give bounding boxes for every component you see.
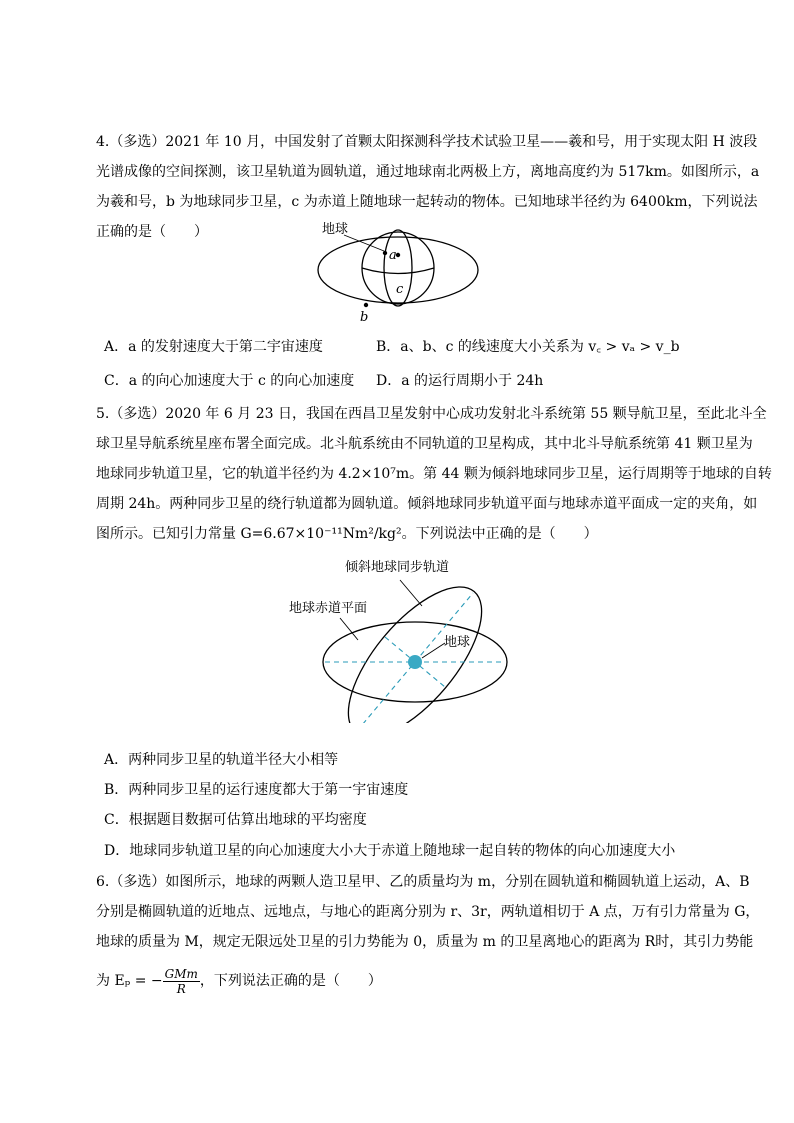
label-b: b [360, 310, 369, 325]
point-a [383, 251, 387, 255]
label-a: a [389, 248, 397, 263]
q5-line-5: 图所示。已知引力常量 G=6.67×10⁻¹¹Nm²/kg²。下列说法中正确的是（ ） [96, 526, 598, 542]
inclined-label-arrow [400, 580, 422, 606]
q6-formula-suffix: ，下列说法正确的是（ ） [199, 973, 382, 989]
earth-label-arrow [422, 643, 445, 658]
fraction-denominator: R [176, 981, 186, 996]
fraction-numerator: GMm [164, 966, 198, 981]
q4-line-3: 为羲和号，b 为地球同步卫星，c 为赤道上随地球一起转动的物体。已知地球半径约为 6400km，下列说法 [96, 194, 758, 210]
q5-option-d[interactable]: D．地球同步轨道卫星的向心加速度大小大于赤道上随地球一起自转的物体的向心加速度大小 [104, 843, 676, 859]
q4-option-d[interactable]: D．a 的运行周期小于 24h [376, 373, 544, 389]
q6-line-4 [96, 966, 382, 996]
earth-equator-arc [362, 268, 434, 274]
equator-plane-label: 地球赤道平面 [289, 601, 368, 616]
q6-line-2: 分别是椭圆轨道的近地点、远地点，与地心的距离分别为 r、3r，两轨道相切于 A 点，万有引力常量为 G， [96, 904, 760, 920]
q4-line-1: 4.（多选）2021 年 10 月，中国发射了首颗太阳探测科学技术试验卫星——羲和号，用于实现太阳 H 波段 [96, 134, 758, 150]
point-b [364, 303, 368, 307]
q4-option-b[interactable]: B．a、b、c 的线速度大小关系为 v꜀ > vₐ > v_b [376, 339, 680, 355]
q5-line-4: 周期 24h。两种同步卫星的绕行轨道都为圆轨道。倾斜地球同步轨道平面与地球赤道平面成一定的夹角，如 [96, 496, 758, 512]
q5-line-1: 5.（多选）2020 年 6 月 23 日，我国在西昌卫星发射中心成功发射北斗系统第 55 颗导航卫星，至此北斗全 [96, 406, 767, 422]
q5-line-3: 地球同步轨道卫星，它的轨道半径约为 4.2×10⁷m。第 44 颗为倾斜地球同步卫星，运行周期等于地球的自转 [96, 466, 772, 482]
earth-label: 地球 [322, 222, 349, 237]
q6-line-1: 6.（多选）如图所示，地球的两颗人造卫星甲、乙的质量均为 m，分别在圆轨道和椭圆轨道上运动，A、B [96, 874, 750, 890]
q5-option-c[interactable]: C．根据题目数据可估算出地球的平均密度 [104, 812, 367, 828]
q5-line-2: 球卫星导航系统星座布署全面完成。北斗航系统由不同轨道的卫星构成，其中北斗导航系统第 41 颗卫星为 [96, 436, 753, 452]
q5-option-a[interactable]: A．两种同步卫星的轨道半径大小相等 [104, 752, 339, 768]
q4-line-2: 光谱成像的空间探测，该卫星轨道为圆轨道，通过地球南北两极上方，离地高度约为 517km。如图所示，a [96, 164, 760, 180]
inclined-orbit-label: 倾斜地球同步轨道 [345, 560, 450, 575]
q4-option-a[interactable]: A．a 的发射速度大于第二宇宙速度 [104, 339, 323, 355]
q5-option-b[interactable]: B．两种同步卫星的运行速度都大于第一宇宙速度 [104, 782, 409, 798]
inclined-orbit-ellipse [325, 566, 505, 723]
q4-figure [300, 215, 500, 330]
potential-energy-fraction [163, 967, 200, 996]
earth-globe [408, 655, 422, 669]
q5-figure [280, 558, 530, 723]
label-c: c [396, 282, 404, 297]
q4-line-4: 正确的是（ ） [96, 224, 208, 240]
q4-option-c[interactable]: C．a 的向心加速度大于 c 的向心加速度 [104, 373, 355, 389]
q6-formula-prefix: 为 Eₚ = − [96, 973, 163, 989]
q5-earth-label: 地球 [444, 635, 471, 650]
q6-line-3: 地球的质量为 M，规定无限远处卫星的引力势能为 0，质量为 m 的卫星离地心的距离为 R时，其引力势能 [96, 934, 754, 950]
